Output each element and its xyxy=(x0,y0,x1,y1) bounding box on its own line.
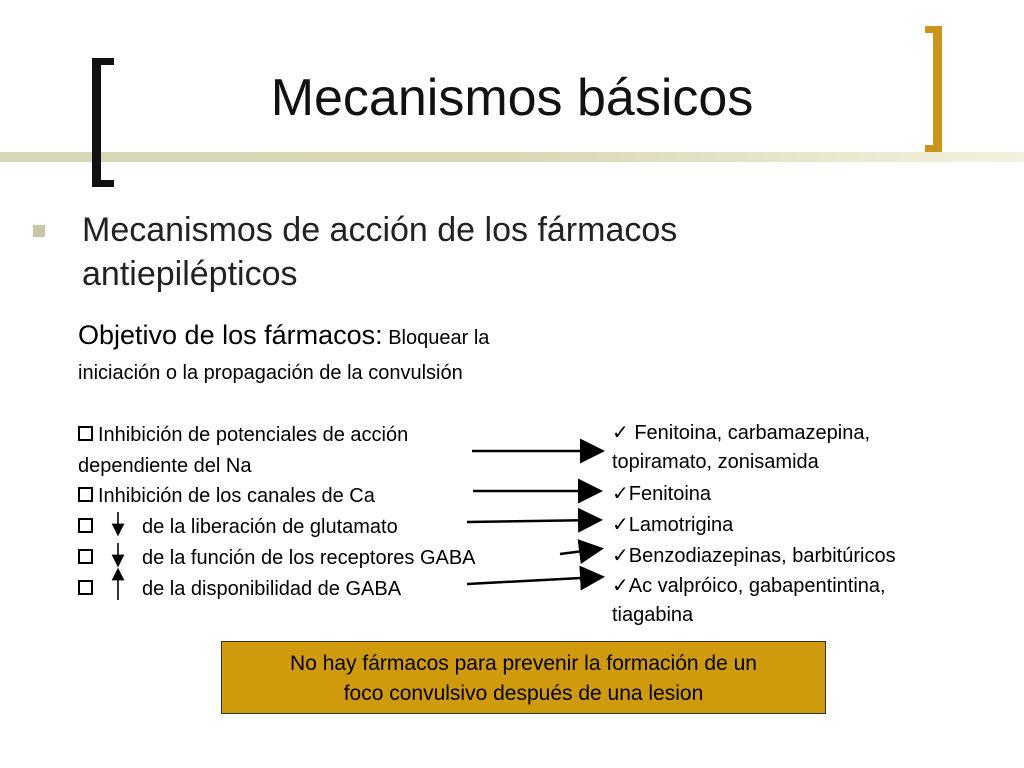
mechanism-label: Inhibición de los canales de Ca xyxy=(98,485,375,507)
drug-label: Lamotrigina xyxy=(628,514,734,536)
objective-colon: : xyxy=(375,320,383,350)
mechanism-label: de la disponibilidad de GABA xyxy=(142,578,402,600)
drug-label: Fenitoina xyxy=(628,483,712,505)
check-icon: ✓ xyxy=(612,483,629,505)
mechanism-label: de la función de los receptores GABA xyxy=(142,547,476,569)
objective-label: Objetivo de los fármacos xyxy=(78,320,376,350)
check-icon: ✓ xyxy=(612,422,629,444)
mechanism-item-1-cont: dependiente del Na xyxy=(78,455,252,477)
slide-title: Mecanismos básicos xyxy=(270,69,754,127)
drug-label: Ac valpróico, gabapentintina, xyxy=(628,575,886,597)
check-icon: ✓ xyxy=(612,514,629,536)
drug-label: Fenitoina, carbamazepina, xyxy=(628,422,871,444)
note-line-2: foco convulsivo después de una lesion xyxy=(343,682,704,705)
drug-label: Benzodiazepinas, barbitúricos xyxy=(628,545,896,567)
objective-text-1: Bloquear la xyxy=(382,327,490,349)
note-line-1: No hay fármacos para prevenir la formación de un xyxy=(290,652,757,675)
objective-text-2: iniciación o la propagación de la convulsión xyxy=(78,362,463,384)
drug-item-1-cont: topiramato, zonisamida xyxy=(612,451,819,473)
mechanism-label: Inhibición de potenciales de acción xyxy=(98,424,409,446)
note-box xyxy=(221,641,826,714)
arrow-connector-3 xyxy=(467,520,598,522)
arrow-connector-4 xyxy=(560,549,599,554)
drug-item-5-cont: tiagabina xyxy=(612,604,694,626)
check-icon: ✓ xyxy=(612,575,629,597)
mechanism-label: de la liberación de glutamato xyxy=(142,516,398,538)
main-bullet-text: Mecanismos de acción de los fármacos antiepilépticos xyxy=(82,211,678,293)
arrow-connector-5 xyxy=(467,577,600,584)
check-icon: ✓ xyxy=(612,545,629,567)
